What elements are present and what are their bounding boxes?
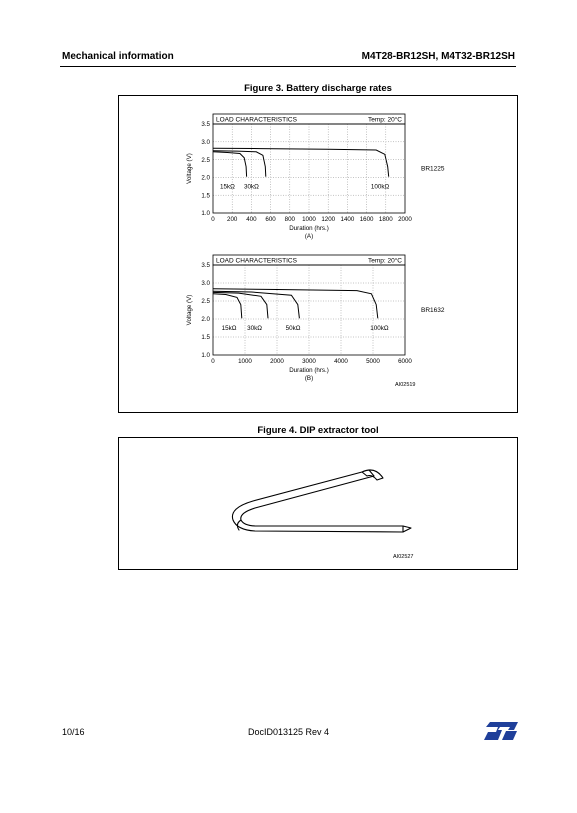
figure4-title: Figure 4. DIP extractor tool — [257, 425, 379, 436]
y-tick-label: 1.5 — [201, 334, 210, 342]
y-tick-label: 3.0 — [201, 139, 210, 146]
x-tick-label: 1400 — [340, 216, 355, 223]
x-tick-label: 400 — [246, 216, 257, 223]
series-line-0 — [213, 294, 242, 319]
battery-label: BR1225 — [421, 165, 445, 173]
x-tick-label: 0 — [211, 358, 215, 365]
series-label: 30kΩ — [243, 183, 259, 191]
chart-a — [186, 114, 445, 240]
x-tick-label: 3000 — [302, 358, 316, 365]
x-axis-label: Duration (hrs.) — [289, 225, 329, 232]
y-tick-label: 2.5 — [201, 156, 210, 164]
panel-label: (A) — [304, 233, 314, 240]
chart-temperature-annotation: Temp: 20°C — [367, 116, 402, 124]
doc-id: DocID013125 Rev 4 — [247, 727, 330, 737]
figure3-code: AI02519 — [395, 382, 416, 388]
x-tick-label: 2000 — [270, 358, 284, 365]
part-numbers: M4T28-BR12SH, M4T32-BR12SH — [361, 51, 515, 62]
series-label: 30kΩ — [247, 325, 263, 332]
figure4-box — [118, 437, 518, 570]
x-tick-label: 0 — [211, 216, 215, 223]
figure3-svg — [119, 96, 517, 412]
battery-label: BR1632 — [421, 307, 445, 314]
y-axis-label: Voltage (V) — [186, 153, 193, 184]
y-axis-label: Voltage (V) — [186, 294, 193, 326]
x-axis-label: Duration (hrs.) — [289, 367, 329, 374]
y-tick-label: 2.0 — [201, 316, 210, 324]
x-tick-label: 6000 — [398, 358, 412, 365]
figure3-title: Figure 3. Battery discharge rates — [244, 83, 392, 94]
st-logo-icon — [484, 722, 518, 740]
header-rule — [60, 66, 516, 67]
x-tick-label: 600 — [265, 216, 276, 223]
series-label: 15kΩ — [219, 183, 235, 191]
x-tick-label: 4000 — [334, 358, 348, 365]
st-logo — [484, 722, 518, 740]
x-tick-label: 1000 — [302, 216, 316, 223]
y-tick-label: 3.0 — [201, 280, 210, 288]
page-number: 10/16 — [62, 727, 85, 737]
series-label: 100kΩ — [370, 325, 389, 332]
y-tick-label: 1.0 — [201, 352, 210, 360]
chart-title: LOAD CHARACTERISTICS — [216, 116, 297, 124]
chart-title: LOAD CHARACTERISTICS — [216, 257, 297, 265]
panel-label: (B) — [304, 375, 314, 382]
x-tick-label: 5000 — [366, 358, 380, 365]
figure4-code: AI02527 — [393, 554, 414, 560]
dip-extractor-illustration — [119, 438, 517, 569]
y-tick-label: 2.5 — [201, 298, 210, 306]
series-label: 100kΩ — [370, 183, 390, 191]
x-tick-label: 2000 — [398, 216, 412, 223]
y-tick-label: 3.5 — [201, 121, 210, 129]
y-tick-label: 1.0 — [201, 210, 210, 218]
x-tick-label: 1800 — [378, 216, 393, 223]
series-line-2 — [213, 148, 389, 177]
y-tick-label: 1.5 — [201, 192, 210, 200]
x-tick-label: 800 — [284, 216, 295, 223]
series-label: 50kΩ — [285, 325, 301, 332]
series-label: 15kΩ — [221, 325, 237, 332]
x-tick-label: 1000 — [238, 358, 252, 365]
chart-b — [186, 255, 445, 382]
chart-temperature-annotation: Temp: 20°C — [367, 257, 402, 265]
x-tick-label: 1600 — [359, 216, 374, 223]
section-title: Mechanical information — [62, 51, 174, 62]
x-tick-label: 1200 — [321, 216, 336, 223]
series-line-0 — [213, 152, 247, 177]
series-line-1 — [213, 151, 266, 177]
x-tick-label: 200 — [227, 216, 238, 223]
figure3-box — [118, 95, 518, 413]
y-tick-label: 3.5 — [201, 262, 210, 270]
y-tick-label: 2.0 — [201, 174, 210, 182]
